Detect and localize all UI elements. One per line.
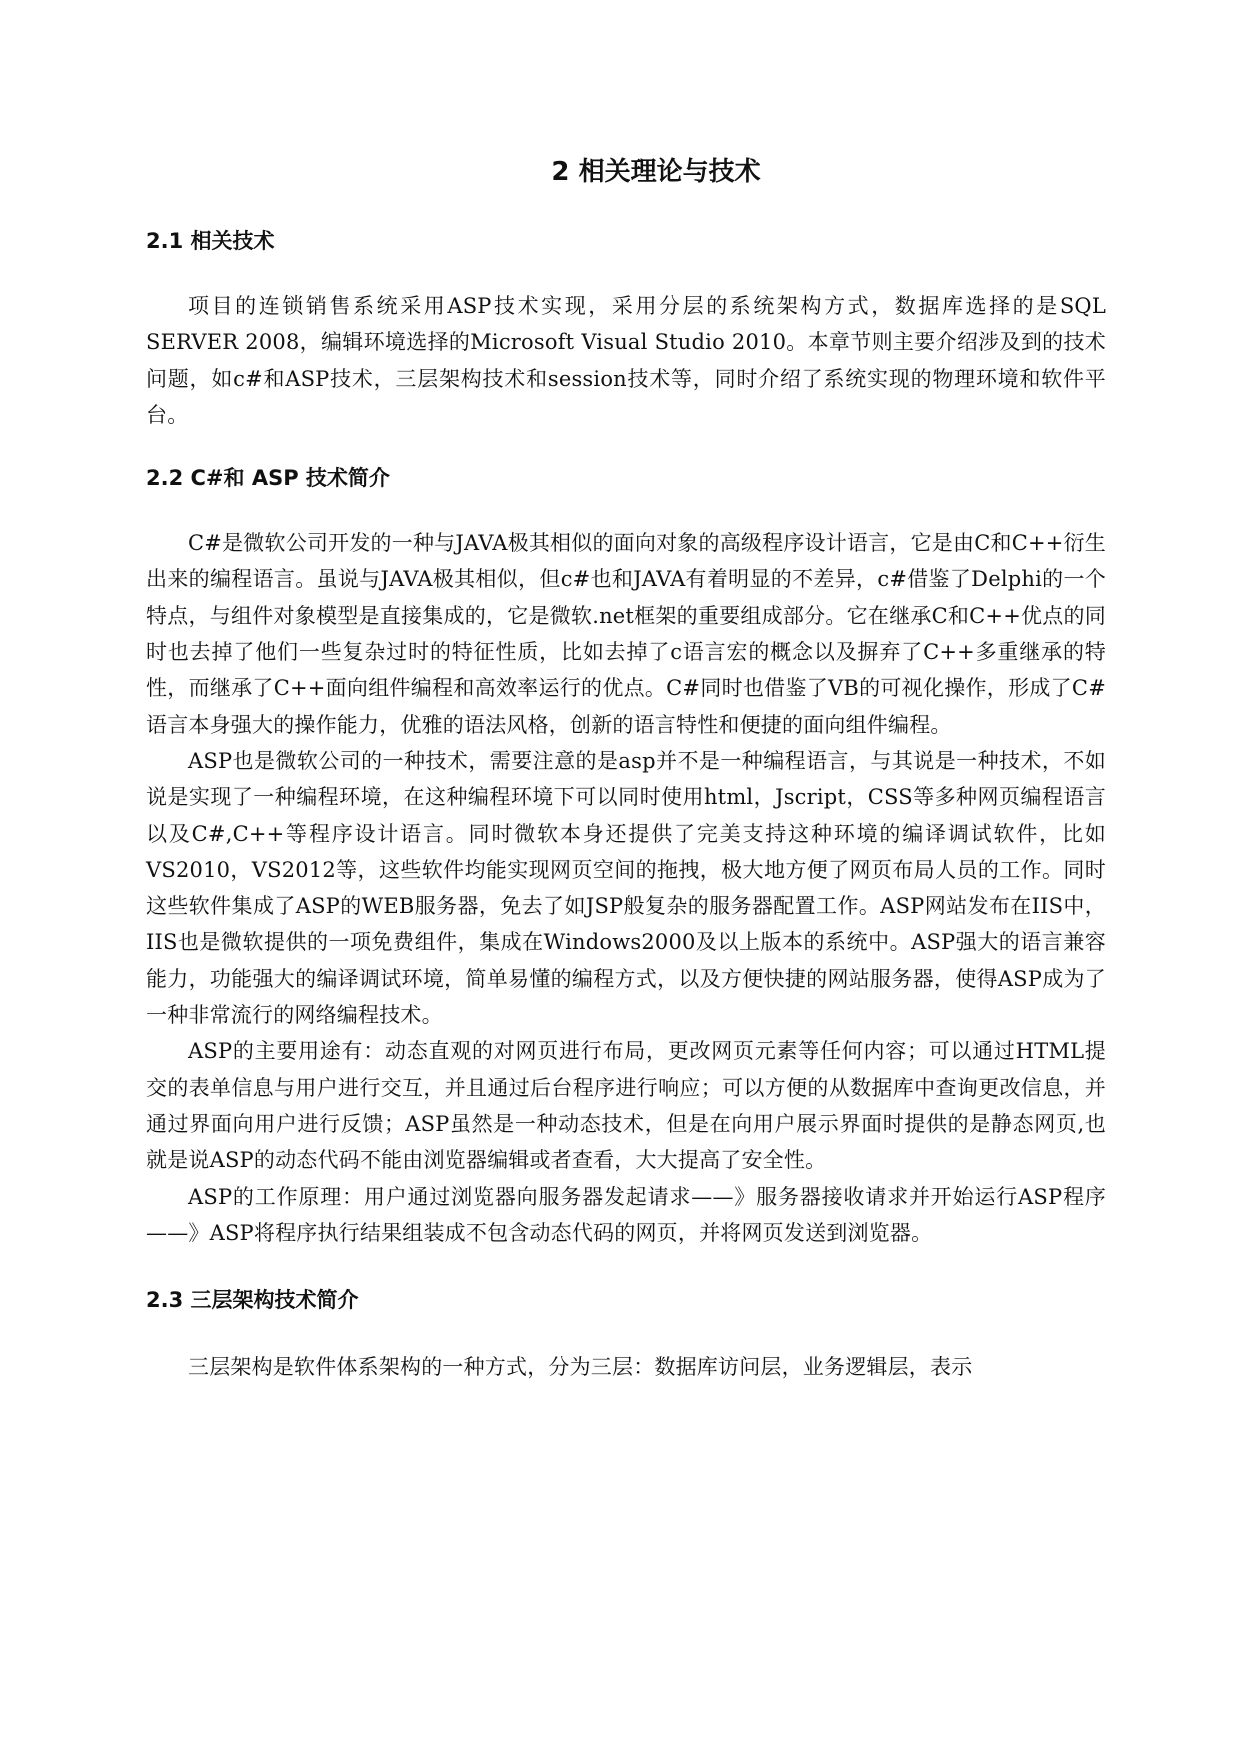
paragraph: 项目的连锁销售系统采用ASP技术实现，采用分层的系统架构方式，数据库选择的是SQL SERVER 2008，编辑环境选择的Microsoft Visual Studio 2010。本章节则主要介绍涉及到的技术问题，如c#和ASP技术，三层架构技术和session技术等，同时介绍了系统实现的物理环境和软件平台。 [146, 294, 1106, 427]
paragraph: ASP的工作原理：用户通过浏览器向服务器发起请求——》服务器接收请求并开始运行ASP程序——》ASP将程序执行结果组装成不包含动态代码的网页，并将网页发送到浏览器。 [146, 1184, 1106, 1245]
section-heading-2-3: 2.3 三层架构技术简介 [146, 1288, 359, 1313]
paragraph: ASP的主要用途有：动态直观的对网页进行布局，更改网页元素等任何内容；可以通过HTML提交的表单信息与用户进行交互，并且通过后台程序进行响应；可以方便的从数据库中查询更改信息，并通过界面向用户进行反馈；ASP虽然是一种动态技术，但是在向用户展示界面时提供的是静态网页,也就是说ASP的动态代码不能由浏览器编辑或者查看，大大提高了安全性。 [146, 1039, 1106, 1173]
paragraph: C#是微软公司开发的一种与JAVA极其相似的面向对象的高级程序设计语言，它是由C和C++衍生出来的编程语言。虽说与JAVA极其相似，但c#也和JAVA有着明显的不差异，c#借鉴了Delphi的一个特点，与组件对象模型是直接集成的，它是微软.net框架的重要组成部分。它在继承C和C++优点的同时也去掉了他们一些复杂过时的特征性质，比如去掉了c语言宏的概念以及摒弃了C++多重继承的特性，而继承了C++面向组件编程和高效率运行的优点。C#同时也借鉴了VB的可视化操作，形成了C#语言本身强大的操作能力，优雅的语法风格，创新的语言特性和便捷的面向组件编程。 [146, 531, 1106, 737]
paragraph: 三层架构是软件体系架构的一种方式，分为三层：数据库访问层，业务逻辑层，表示 [188, 1355, 973, 1380]
paragraph: ASP也是微软公司的一种技术，需要注意的是asp并不是一种编程语言，与其说是一种技术，不如说是实现了一种编程环境，在这种编程环境下可以同时使用html，Jscript，CSS等多种网页编程语言以及C#,C++等程序设计语言。同时微软本身还提供了完美支持这种环境的编译调试软件，比如VS2010，VS2012等，这些软件均能实现网页空间的拖拽，极大地方便了网页布局人员的工作。同时这些软件集成了ASP的WEB服务器，免去了如JSP般复杂的服务器配置工作。ASP网站发布在IIS中，IIS也是微软提供的一项免费组件，集成在Windows2000及以上版本的系统中。ASP强大的语言兼容能力，功能强大的编译调试环境，简单易懂的编程方式，以及方便快捷的网站服务器，使得ASP成为了一种非常流行的网络编程技术。 [146, 748, 1106, 1028]
section-heading-2-1: 2.1 相关技术 [146, 229, 275, 253]
section-heading-2-2: 2.2 C#和 ASP 技术简介 [146, 466, 390, 491]
page-content [146, 150, 1106, 1385]
chapter-title: 2 相关理论与技术 [551, 157, 761, 187]
